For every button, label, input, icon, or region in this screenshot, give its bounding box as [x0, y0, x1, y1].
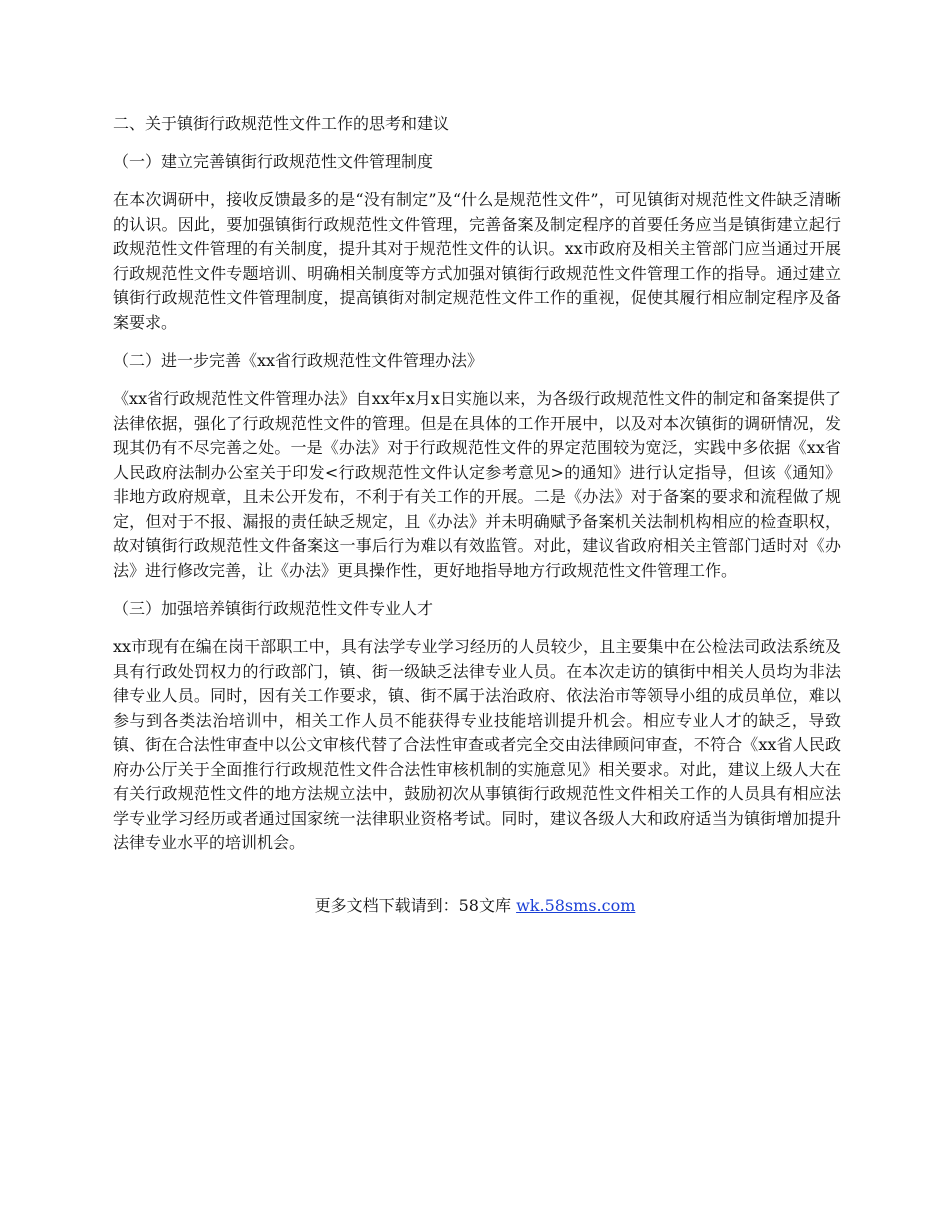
subsection-title-1: （一）建立完善镇街行政规范性文件管理制度	[113, 152, 434, 171]
document-body	[113, 112, 841, 870]
subsection-title-2: （二）进一步完善《xx省行政规范性文件管理办法》	[113, 351, 484, 370]
download-footer	[0, 894, 950, 918]
paragraph-3: xx市现有在编在岗干部职工中，具有法学专业学习经历的人员较少，且主要集中在公检法司政法系统及具有行政处罚权力的行政部门，镇、街一级缺乏法律专业人员。在本次走访的镇街中相关人员均为非法律专业人员。同时，因有关工作要求，镇、街不属于法治政府、依法治市等领导小组的成员单位，难以参与到各类法治培训中，相关工作人员不能获得专业技能培训提升机会。相应专业人才的缺乏，导致镇、街在合法性审查中以公文审核代替了合法性审查或者完全交由法律顾问审查，不符合《xx省人民政府办公厅关于全面推行行政规范性文件合法性审核机制的实施意见》相关要求。对此，建议上级人大在有关行政规范性文件的地方法规立法中，鼓励初次从事镇街行政规范性文件相关工作的人员具有相应法学专业学习经历或者通过国家统一法律职业资格考试。同时，建议各级人大和政府适当为镇街增加提升法律专业水平的培训机会。	[113, 637, 841, 852]
paragraph-2: 《xx省行政规范性文件管理办法》自xx年x月x日实施以来，为各级行政规范性文件的制定和备案提供了法律依据，强化了行政规范性文件的管理。但是在具体的工作开展中，以及对本次镇街的调研情况，发现其仍有不尽完善之处。一是《办法》对于行政规范性文件的界定范围较为宽泛，实践中多依据《xx省人民政府法制办公室关于印发<行政规范性文件认定参考意见>的通知》进行认定指导，但该《通知》非地方政府规章，且未公开发布，不利于有关工作的开展。二是《办法》对于备案的要求和流程做了规定，但对于不报、漏报的责任缺乏规定，且《办法》并未明确赋予备案机关法制机构相应的检查职权，故对镇街行政规范性文件备案这一事后行为难以有效监管。对此，建议省政府相关主管部门适时对《办法》进行修改完善，让《办法》更具操作性，更好地指导地方行政规范性文件管理工作。	[113, 389, 841, 580]
section-heading: 二、关于镇街行政规范性文件工作的思考和建议	[113, 114, 450, 133]
footer-link[interactable]: wk.58sms.com	[516, 896, 636, 915]
footer-text: 更多文档下载请到：58文库	[314, 896, 511, 915]
paragraph-1: 在本次调研中，接收反馈最多的是“没有制定”及“什么是规范性文件”，可见镇街对规范性文件缺乏清晰的认识。因此，要加强镇街行政规范性文件管理，完善备案及制定程序的首要任务应当是镇街建立起行政规范性文件管理的有关制度，提升其对于规范性文件的认识。xx市政府及相关主管部门应当通过开展行政规范性文件专题培训、明确相关制度等方式加强对镇街行政规范性文件管理工作的指导。通过建立镇街行政规范性文件管理制度，提高镇街对制定规范性文件工作的重视，促使其履行相应制定程序及备案要求。	[113, 190, 841, 332]
subsection-title-3: （三）加强培养镇街行政规范性文件专业人才	[113, 599, 434, 618]
